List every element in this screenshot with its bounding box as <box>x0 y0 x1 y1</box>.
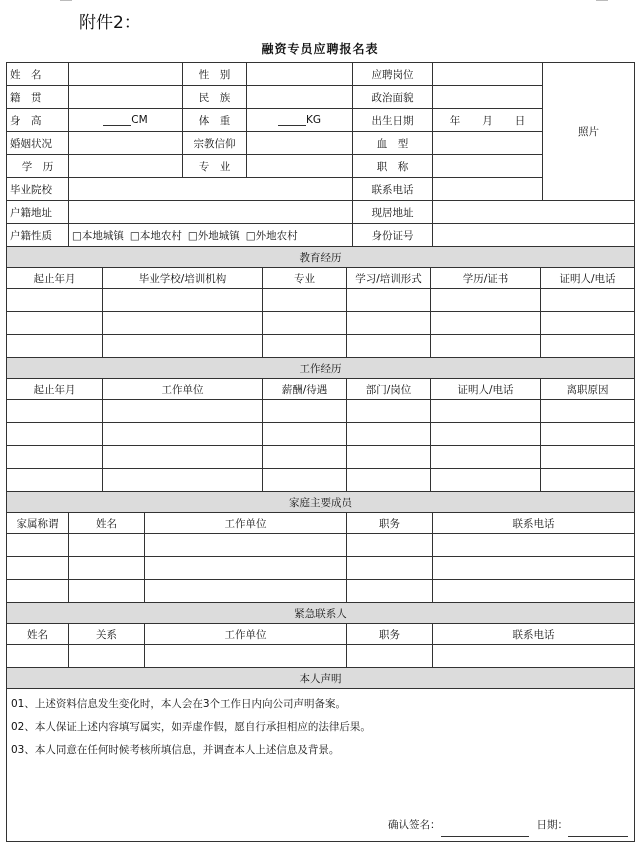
height-unit: CM <box>131 114 148 126</box>
gender-field[interactable] <box>247 63 353 86</box>
family-cell[interactable] <box>69 580 145 603</box>
work-cell[interactable] <box>7 423 103 446</box>
family-cell[interactable] <box>7 557 69 580</box>
declaration-section-title: 本人声明 <box>7 668 635 689</box>
education-cell[interactable] <box>7 335 103 358</box>
family-cell[interactable] <box>433 580 635 603</box>
basic-row-2 <box>7 86 635 109</box>
basic-row-5 <box>7 155 635 178</box>
work-cell[interactable] <box>263 400 347 423</box>
family-row <box>7 580 635 603</box>
current-address-label: 现居地址 <box>353 201 433 224</box>
education-header-1: 起止年月 <box>7 268 103 289</box>
basic-row-6 <box>7 178 635 201</box>
work-cell[interactable] <box>347 469 431 492</box>
title-label: 职 称 <box>353 155 433 178</box>
work-header-row <box>7 379 635 400</box>
education-cell[interactable] <box>541 312 635 335</box>
family-cell[interactable] <box>145 580 347 603</box>
emergency-header-1: 姓名 <box>7 624 69 645</box>
religion-field[interactable] <box>247 132 353 155</box>
basic-row-1 <box>7 63 635 86</box>
marital-field[interactable] <box>69 132 183 155</box>
education-field[interactable] <box>69 155 183 178</box>
work-table <box>6 357 635 492</box>
family-section-header <box>7 492 635 513</box>
work-cell[interactable] <box>541 400 635 423</box>
height-blank <box>103 125 131 126</box>
education-cell[interactable] <box>103 289 263 312</box>
family-row <box>7 557 635 580</box>
work-cell[interactable] <box>431 469 541 492</box>
signature-blank[interactable] <box>441 836 529 837</box>
education-header-5: 学历/证书 <box>431 268 541 289</box>
family-cell[interactable] <box>145 557 347 580</box>
birth-month: 月 <box>482 114 493 127</box>
sign-label: 确认签名： <box>388 819 441 831</box>
work-cell[interactable] <box>7 469 103 492</box>
attachment-label: 附件2： <box>79 13 141 33</box>
weight-blank <box>278 125 306 126</box>
education-cell[interactable] <box>431 289 541 312</box>
hukou-option-2[interactable]: □本地农村 <box>129 229 182 242</box>
education-cell[interactable] <box>7 312 103 335</box>
hukou-type-options <box>69 224 353 247</box>
gender-label: 性 别 <box>183 63 247 86</box>
work-header-6: 离职原因 <box>541 379 635 400</box>
work-cell[interactable] <box>103 423 263 446</box>
work-row <box>7 423 635 446</box>
hukou-address-field[interactable] <box>69 201 353 224</box>
school-field[interactable] <box>69 178 353 201</box>
family-cell[interactable] <box>69 534 145 557</box>
declaration-line-2: 02、本人保证上述内容填写属实，如弄虚作假，愿自行承担相应的法律后果。 <box>11 721 371 733</box>
signature-area <box>388 814 628 837</box>
work-cell[interactable] <box>541 469 635 492</box>
family-header-2: 姓名 <box>69 513 145 534</box>
emergency-cell[interactable] <box>69 645 145 668</box>
document-title: 融资专员应聘报名表 <box>261 42 379 56</box>
family-header-5: 联系电话 <box>433 513 635 534</box>
education-row <box>7 335 635 358</box>
weight-unit: KG <box>305 114 322 126</box>
hukou-option-3[interactable]: □外地城镇 <box>187 229 240 242</box>
work-cell[interactable] <box>347 423 431 446</box>
education-header-2: 毕业学校/培训机构 <box>103 268 263 289</box>
title-field[interactable] <box>433 155 543 178</box>
work-cell[interactable] <box>263 469 347 492</box>
education-cell[interactable] <box>7 289 103 312</box>
hukou-option-4[interactable]: □外地农村 <box>245 229 298 242</box>
family-row <box>7 534 635 557</box>
work-cell[interactable] <box>347 400 431 423</box>
work-header-4: 部门/岗位 <box>347 379 431 400</box>
work-cell[interactable] <box>431 423 541 446</box>
work-cell[interactable] <box>7 446 103 469</box>
work-header-3: 薪酬/待遇 <box>263 379 347 400</box>
hukou-address-label: 户籍地址 <box>7 201 69 224</box>
marital-label: 婚姻状况 <box>7 132 69 155</box>
family-cell[interactable] <box>69 557 145 580</box>
work-cell[interactable] <box>541 446 635 469</box>
education-row <box>7 289 635 312</box>
family-cell[interactable] <box>145 534 347 557</box>
education-header-3: 专业 <box>263 268 347 289</box>
education-header-4: 学习/培训形式 <box>347 268 431 289</box>
emergency-header-row <box>7 624 635 645</box>
hukou-type-label: 户籍性质 <box>7 224 69 247</box>
education-section-title: 教育经历 <box>7 247 635 268</box>
hukou-option-1[interactable]: □本地城镇 <box>72 229 124 242</box>
family-cell[interactable] <box>7 580 69 603</box>
birth-label: 出生日期 <box>353 109 433 132</box>
work-header-2: 工作单位 <box>103 379 263 400</box>
education-header-row <box>7 268 635 289</box>
name-field[interactable] <box>69 63 183 86</box>
emergency-section-header <box>7 603 635 624</box>
education-cell[interactable] <box>541 335 635 358</box>
photo-box[interactable] <box>543 63 635 201</box>
major-field[interactable] <box>247 155 353 178</box>
phone-field[interactable] <box>433 178 543 201</box>
emergency-cell[interactable] <box>433 645 635 668</box>
weight-field[interactable] <box>247 109 353 132</box>
education-cell[interactable] <box>103 335 263 358</box>
education-cell[interactable] <box>347 289 431 312</box>
emergency-table <box>6 602 635 668</box>
education-cell[interactable] <box>431 312 541 335</box>
current-address-field[interactable] <box>433 201 635 224</box>
emergency-header-5: 联系电话 <box>433 624 635 645</box>
education-cell[interactable] <box>263 312 347 335</box>
work-cell[interactable] <box>431 400 541 423</box>
blood-label: 血 型 <box>353 132 433 155</box>
major-label: 专 业 <box>183 155 247 178</box>
application-form-table <box>6 62 635 247</box>
declaration-line-3: 03、本人同意在任何时候考核所填信息，并调查本人上述信息及背景。 <box>11 744 340 756</box>
basic-row-3 <box>7 109 635 132</box>
work-section-header <box>7 358 635 379</box>
family-cell[interactable] <box>347 534 433 557</box>
basic-row-8 <box>7 224 635 247</box>
family-table <box>6 491 635 603</box>
date-blank[interactable] <box>568 836 628 837</box>
work-cell[interactable] <box>541 423 635 446</box>
position-field[interactable] <box>433 63 543 86</box>
basic-row-4 <box>7 132 635 155</box>
education-label: 学 历 <box>7 155 69 178</box>
ethnic-field[interactable] <box>247 86 353 109</box>
work-row <box>7 400 635 423</box>
name-label: 姓 名 <box>7 63 69 86</box>
emergency-cell[interactable] <box>347 645 433 668</box>
education-row <box>7 312 635 335</box>
declaration-line-1: 01、上述资料信息发生变化时，本人会在3个工作日内向公司声明备案。 <box>11 698 347 710</box>
date-label: 日期： <box>536 819 568 831</box>
emergency-section-title: 紧急联系人 <box>7 603 635 624</box>
weight-label: 体 重 <box>183 109 247 132</box>
birth-field[interactable] <box>433 109 543 132</box>
work-cell[interactable] <box>103 400 263 423</box>
photo-label: 照片 <box>578 126 599 138</box>
birth-year: 年 <box>449 114 461 127</box>
family-header-4: 职务 <box>347 513 433 534</box>
family-cell[interactable] <box>347 557 433 580</box>
work-cell[interactable] <box>263 423 347 446</box>
family-header-3: 工作单位 <box>145 513 347 534</box>
height-field[interactable] <box>69 109 183 132</box>
id-field[interactable] <box>433 224 635 247</box>
political-label: 政治面貌 <box>353 86 433 109</box>
declaration-body <box>7 689 635 842</box>
work-row <box>7 469 635 492</box>
family-cell[interactable] <box>433 534 635 557</box>
phone-label: 联系电话 <box>353 178 433 201</box>
work-header-5: 证明人/电话 <box>431 379 541 400</box>
corner-mark-left <box>60 0 72 1</box>
emergency-header-2: 关系 <box>69 624 145 645</box>
emergency-header-3: 工作单位 <box>145 624 347 645</box>
corner-mark-right <box>596 0 608 1</box>
height-label: 身 高 <box>7 109 69 132</box>
emergency-cell[interactable] <box>7 645 69 668</box>
work-cell[interactable] <box>347 446 431 469</box>
family-cell[interactable] <box>7 534 69 557</box>
education-cell[interactable] <box>103 312 263 335</box>
education-cell[interactable] <box>347 335 431 358</box>
emergency-row <box>7 645 635 668</box>
position-label: 应聘岗位 <box>353 63 433 86</box>
declaration-table <box>6 667 635 842</box>
education-cell[interactable] <box>263 335 347 358</box>
family-cell[interactable] <box>433 557 635 580</box>
basic-row-7 <box>7 201 635 224</box>
ethnic-label: 民 族 <box>183 86 247 109</box>
education-cell[interactable] <box>431 335 541 358</box>
education-cell[interactable] <box>263 289 347 312</box>
declaration-body-row <box>7 689 635 842</box>
blood-field[interactable] <box>433 132 543 155</box>
work-cell[interactable] <box>103 469 263 492</box>
emergency-cell[interactable] <box>145 645 347 668</box>
native-field[interactable] <box>69 86 183 109</box>
education-section-header <box>7 247 635 268</box>
education-header-6: 证明人/电话 <box>541 268 635 289</box>
family-header-row <box>7 513 635 534</box>
birth-day: 日 <box>514 114 526 127</box>
work-cell[interactable] <box>7 400 103 423</box>
work-section-title: 工作经历 <box>7 358 635 379</box>
native-label: 籍 贯 <box>7 86 69 109</box>
work-cell[interactable] <box>103 446 263 469</box>
religion-label: 宗教信仰 <box>183 132 247 155</box>
work-cell[interactable] <box>263 446 347 469</box>
work-row <box>7 446 635 469</box>
school-label: 毕业院校 <box>7 178 69 201</box>
declaration-section-header <box>7 668 635 689</box>
family-section-title: 家庭主要成员 <box>7 492 635 513</box>
id-label: 身份证号 <box>353 224 433 247</box>
work-cell[interactable] <box>431 446 541 469</box>
education-table <box>6 246 635 358</box>
political-field[interactable] <box>433 86 543 109</box>
family-cell[interactable] <box>347 580 433 603</box>
education-cell[interactable] <box>347 312 431 335</box>
emergency-header-4: 职务 <box>347 624 433 645</box>
family-header-1: 家属称谓 <box>7 513 69 534</box>
education-cell[interactable] <box>541 289 635 312</box>
work-header-1: 起止年月 <box>7 379 103 400</box>
